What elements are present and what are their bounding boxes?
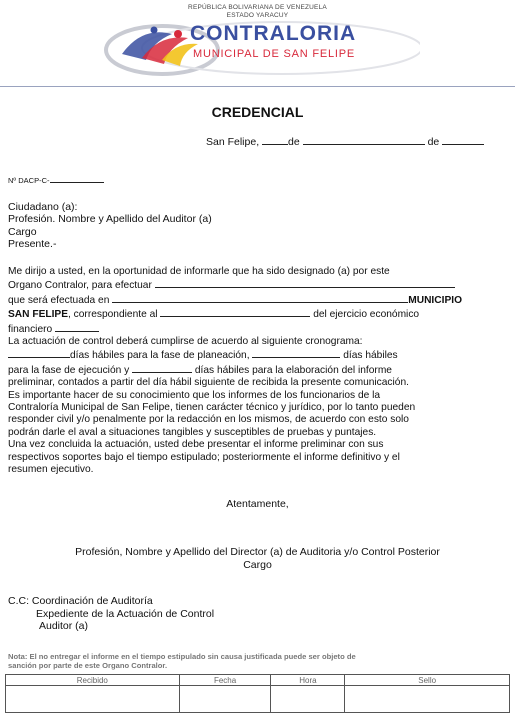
republic-line: REPÚBLICA BOLIVARIANA DE VENEZUELA — [188, 4, 327, 11]
cc-item: Coordinación de Auditoría — [31, 595, 153, 607]
body-line — [8, 278, 502, 292]
body-line: Contraloría Municipal de San Felipe, tienen carácter técnico y jurídico, por lo tanto pueden — [8, 402, 416, 414]
body-text: , correspondiente al — [68, 309, 158, 321]
body-text: para la fase de ejecución y — [8, 364, 130, 376]
cc-item: Auditor (a) — [39, 620, 89, 633]
execution-days-blank — [252, 348, 340, 358]
body-line: responder civil y/o penalmente por la redacción en los mismos, de acuerdo con esto solo — [8, 414, 409, 426]
body-line — [8, 322, 502, 336]
body-line — [8, 363, 502, 377]
note-line: sanción por parte de este Organo Contralor. — [8, 661, 168, 670]
planning-days-blank — [8, 348, 70, 358]
san-felipe-text: SAN FELIPE — [8, 309, 69, 321]
note-line: Nota: El no entregar el informe en el tiempo estipulado sin causa justificada puede ser objeto de — [8, 652, 356, 661]
table-header-row — [6, 675, 510, 686]
municipio-text: MUNICIPIO — [408, 294, 463, 306]
received-cell — [6, 686, 180, 713]
director-role: Cargo — [243, 559, 272, 571]
body-line: Me dirijo a usted, en la oportunidad de informarle que ha sido designado (a) por este — [8, 266, 390, 277]
body-text: Organo Contralor, para efectuar — [8, 280, 152, 292]
reference-label: Nº DACP-C- — [8, 176, 50, 185]
body-text: del ejercicio económico — [313, 309, 420, 321]
entity-blank — [112, 293, 408, 303]
body-text: que será efectuada en — [8, 294, 110, 306]
reference-blank — [50, 175, 104, 183]
cc-line — [8, 595, 214, 608]
addressee-block — [8, 201, 212, 251]
body-paragraph — [8, 266, 502, 477]
year-blank — [442, 135, 484, 145]
body-line: La actuación de control deberá cumplirse de acuerdo al siguiente cronograma: — [8, 336, 363, 348]
header-date: Fecha — [179, 675, 271, 686]
year-blank — [55, 322, 99, 332]
state-line: ESTADO YARACUY — [226, 12, 289, 19]
date-de-2: de — [427, 136, 440, 148]
note — [8, 652, 356, 670]
city-label: San Felipe, — [206, 136, 260, 148]
body-text: días hábiles para la fase de planeación, — [70, 350, 250, 362]
director-signature: Profesión, Nombre y Apellido del Director (a) de Auditoria y/o Control Posterior — [75, 546, 440, 558]
body-line: resumen ejecutivo. — [8, 464, 94, 476]
month-blank — [303, 135, 425, 145]
body-text: financiero — [8, 323, 53, 335]
place-date-line — [206, 135, 484, 149]
table-row — [6, 686, 510, 713]
receipt-table — [5, 674, 510, 713]
actuation-blank — [155, 278, 455, 288]
seal-cell — [345, 686, 510, 713]
addressee-line: Profesión. Nombre y Apellido del Auditor (a) — [8, 213, 212, 226]
document-title: CREDENCIAL — [211, 104, 304, 120]
body-line: respectivos soportes bajo el tiempo estipulado; posteriormente el informe definitivo y el — [8, 451, 400, 463]
body-line — [8, 293, 502, 307]
body-text: días hábiles — [343, 350, 398, 362]
body-line: podrán darle el aval a situaciones tangibles y susceptibles de pruebas y puntajes. — [8, 426, 377, 438]
header-divider — [0, 86, 515, 87]
body-line: preliminar, contados a partir del día hábil siguiente de recibida la presente comunicación. — [8, 377, 409, 389]
contraloria-logo — [102, 20, 420, 76]
body-line: Una vez concluida la actuación, usted debe presentar el informe preliminar con sus — [8, 439, 384, 451]
reference-number — [8, 175, 104, 185]
header-received: Recibido — [6, 675, 180, 686]
body-line: Es importante hacer de su conocimiento que los informes de los funcionarios de la — [8, 389, 381, 401]
body-line — [8, 348, 502, 362]
report-days-blank — [132, 363, 192, 373]
date-de-1: de — [288, 136, 300, 148]
period-blank — [160, 307, 310, 317]
body-line — [8, 307, 502, 321]
closing: Atentamente, — [226, 498, 289, 510]
date-cell — [179, 686, 271, 713]
time-cell — [271, 686, 345, 713]
addressee-line: Cargo — [8, 225, 37, 238]
day-blank — [262, 135, 288, 145]
logo-subtitle: MUNICIPAL DE SAN FELIPE — [193, 48, 356, 60]
logo-title: CONTRALORIA — [190, 22, 357, 45]
addressee-line: Ciudadano (a): — [8, 201, 78, 213]
addressee-line: Presente.- — [8, 238, 57, 251]
header-time: Hora — [271, 675, 345, 686]
cc-block — [8, 595, 214, 633]
cc-label: C.C: — [8, 595, 29, 607]
cc-item: Expediente de la Actuación de Control — [36, 607, 215, 620]
body-text: días hábiles para la elaboración del informe — [194, 364, 392, 376]
header-seal: Sello — [345, 675, 510, 686]
